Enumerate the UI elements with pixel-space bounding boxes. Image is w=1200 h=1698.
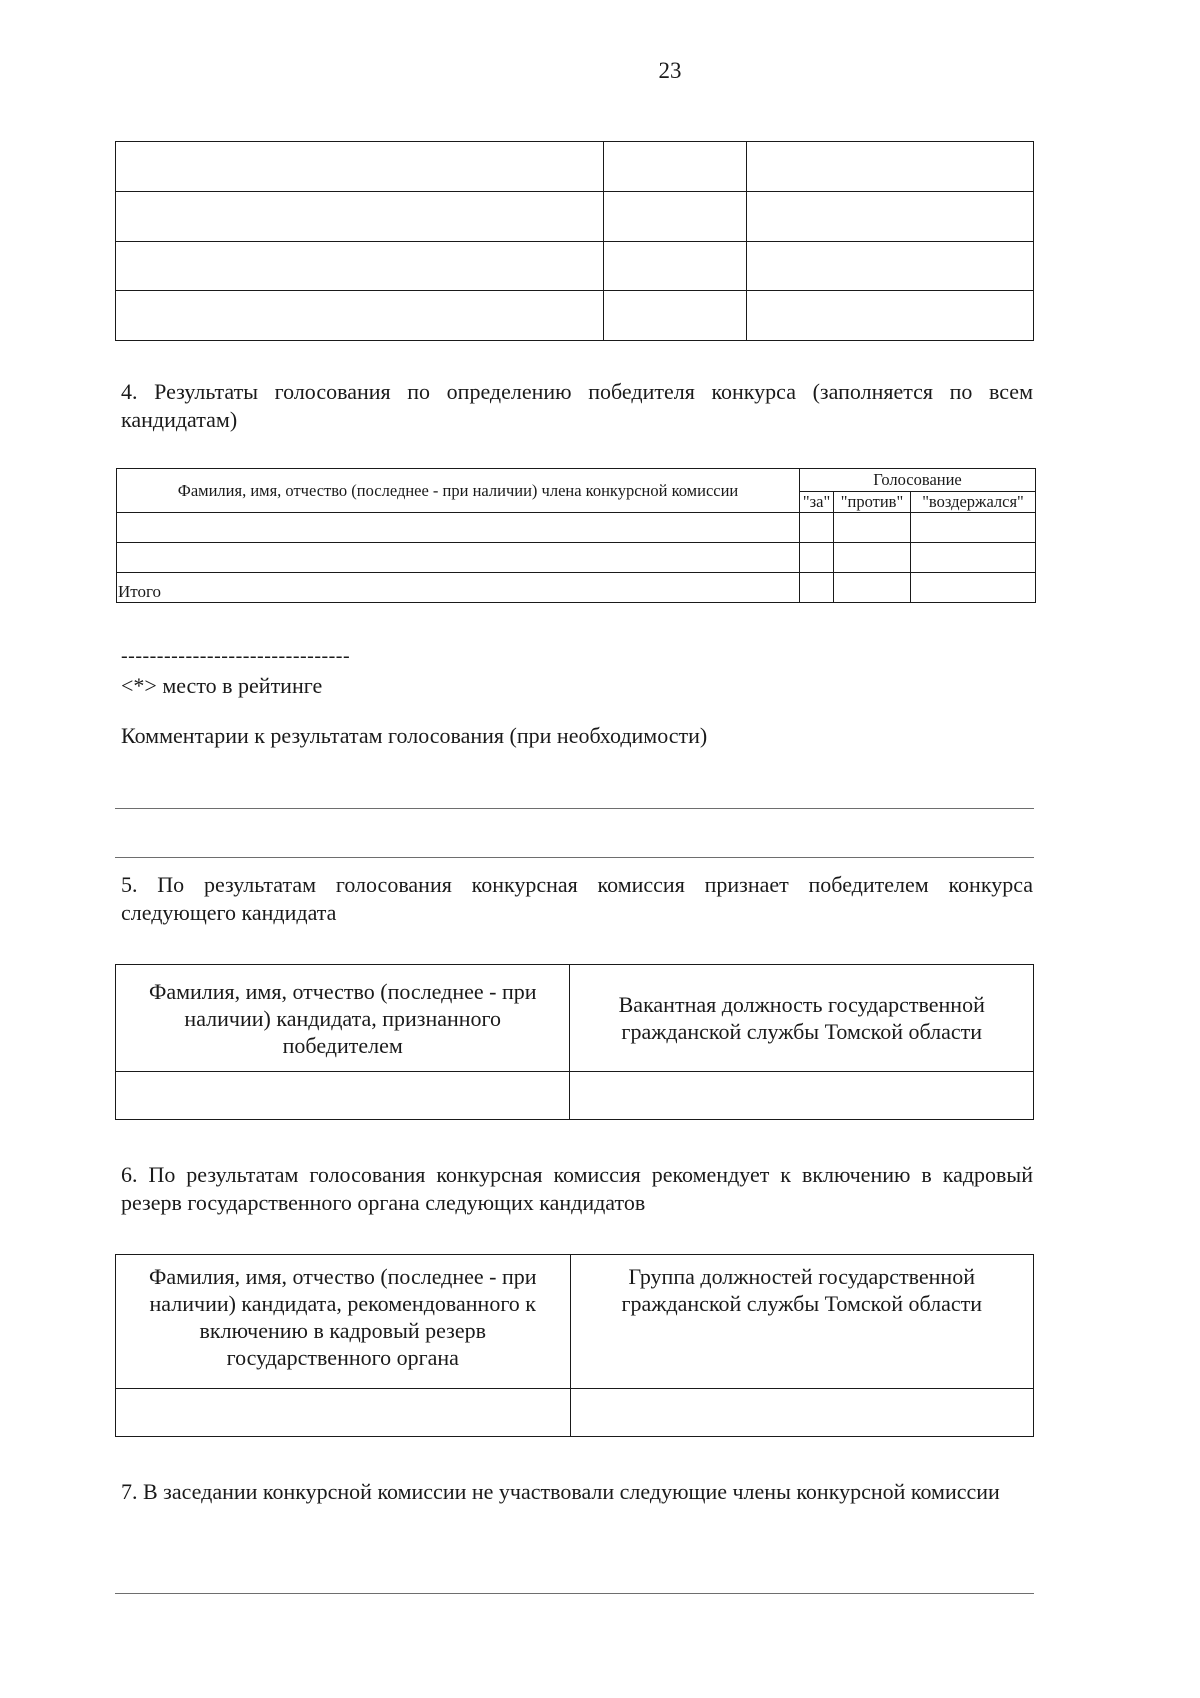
reserve-table bbox=[115, 1254, 1034, 1437]
table-row bbox=[116, 1072, 1034, 1120]
total-label: Итого bbox=[117, 573, 800, 603]
comments-label: Комментарии к результатам голосования (при необходимости) bbox=[121, 723, 708, 748]
absent-members-line[interactable] bbox=[115, 1593, 1034, 1594]
table-row bbox=[116, 191, 1034, 241]
vote-header: Голосование bbox=[800, 469, 1036, 492]
table-row bbox=[117, 543, 1036, 573]
section-6-heading: 6. По результатам голосования конкурсная комиссия рекомендует к включению в кадровый резерв государственного органа следующих кандидатов bbox=[121, 1162, 1033, 1215]
member-name-header: Фамилия, имя, отчество (последнее - при наличии) члена конкурсной комиссии bbox=[117, 469, 800, 513]
continuation-table bbox=[115, 141, 1034, 341]
table-row bbox=[116, 291, 1034, 341]
footnote-text: <*> место в рейтинге bbox=[121, 673, 323, 698]
winner-table bbox=[115, 964, 1034, 1120]
table-row bbox=[116, 1389, 1034, 1437]
section-7-heading: 7. В заседании конкурсной комиссии не участвовали следующие члены конкурсной комиссии bbox=[121, 1479, 1000, 1504]
vacant-position-header: Вакантная должность государственной гражданской службы Томской области bbox=[570, 965, 1034, 1072]
table-header-row bbox=[116, 965, 1034, 1072]
table-header-row bbox=[116, 1255, 1034, 1389]
vote-for-header: "за" bbox=[800, 492, 834, 513]
position-group-header: Группа должностей государственной гражданской службы Томской области bbox=[570, 1255, 1033, 1389]
section-5-heading: 5. По результатам голосования конкурсная комиссия признает победителем конкурса следующего кандидата bbox=[121, 872, 1033, 925]
table-header-row bbox=[117, 469, 1036, 492]
comment-line[interactable] bbox=[115, 808, 1034, 809]
total-row bbox=[117, 573, 1036, 603]
page-number: 23 bbox=[658, 58, 682, 83]
winner-name-header: Фамилия, имя, отчество (последнее - при наличии) кандидата, признанного победителем bbox=[116, 965, 570, 1072]
voting-results-table bbox=[116, 468, 1036, 603]
vote-abstain-header: "воздержался" bbox=[911, 492, 1036, 513]
reserve-candidate-header: Фамилия, имя, отчество (последнее - при наличии) кандидата, рекомендованного к включению в кадровый резерв государственного органа bbox=[116, 1255, 571, 1389]
table-row bbox=[116, 241, 1034, 291]
footnote-separator: -------------------------------- bbox=[121, 645, 351, 667]
section-4-heading: 4. Результаты голосования по определению победителя конкурса (заполняется по всем кандидатам) bbox=[121, 379, 1033, 432]
table-row bbox=[117, 513, 1036, 543]
vote-against-header: "против" bbox=[834, 492, 911, 513]
table-row bbox=[116, 142, 1034, 192]
comment-line[interactable] bbox=[115, 857, 1034, 858]
